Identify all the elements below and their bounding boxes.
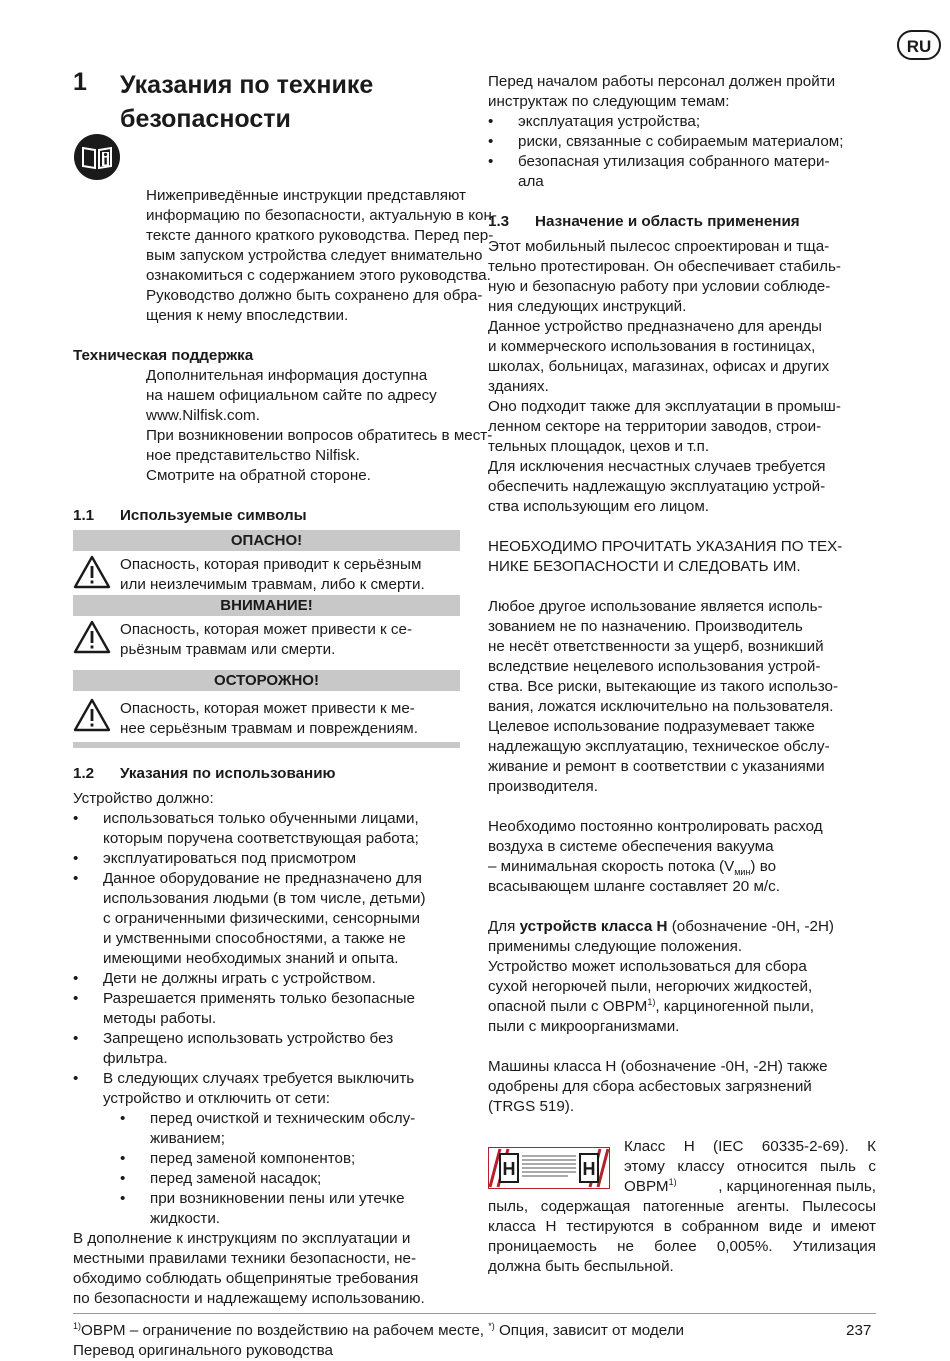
danger-text-line: или неизлечимым травмам, либо к смерти. [120,576,425,593]
support-line: на нашем официальном сайте по адресу [146,387,437,404]
classh-line2: этому классу относится пыль с [624,1158,876,1175]
asbestos-line: одобрены для сбора асбестовых загрязнений [488,1078,812,1095]
purpose-line: и коммерческого использования в гостиницах, [488,338,816,355]
asbestos-line: (TRGS 519). [488,1098,575,1115]
classh-devices-line6: пыли с микроорганизмами. [488,1018,680,1035]
bullet-marker: • [73,850,79,867]
support-line: При возникновении вопросов обратитесь в мест- [146,427,493,444]
s12-number: 1.2 [73,765,95,782]
misuse-line: производителя. [488,778,598,795]
s12-lead: Устройство должно: [73,790,214,807]
usage-item: с ограниченными физическими, сенсорными [103,910,420,927]
training-line: Перед началом работы персонал должен пройти [488,73,836,90]
s12-title: Указания по использованию [120,765,336,782]
bullet-marker: • [73,810,79,827]
usage-item: методы работы. [103,1010,217,1027]
airflow-line4: всасывающем шланге составляет 20 м/с. [488,878,780,895]
classh-devices-line1: Для устройств класса H (обозначение -0H, -2H) [488,918,834,935]
support-line: ное представительство Nilfisk. [146,447,360,464]
usage-tail-line: В дополнение к инструкциям по эксплуатации и [73,1230,411,1247]
usage-tail-line: по безопасности и надлежащему использованию. [73,1290,425,1307]
misuse-line: не несёт ответственности за ущерб, возникший [488,638,824,655]
purpose-line: тельных площадок, цехов и т.п. [488,438,710,455]
warning-label: ВНИМАНИЕ! [73,595,460,616]
usage-item: Запрещено использовать устройство без [103,1030,394,1047]
usage-item: использования людьми (в том числе, детьми) [103,890,426,907]
bullet-marker: • [73,1070,79,1087]
bullet-marker: • [73,1030,79,1047]
s11-title: Используемые символы [120,507,307,524]
bullet-marker: • [120,1110,126,1127]
svg-text:H: H [582,1159,596,1179]
bullet-marker: • [120,1170,126,1187]
classh-devices-line5: опасной пыли с ОВРМ$^{1)}$, карциногенной пыли, [488,996,814,1015]
danger-label: ОПАСНО! [73,530,460,551]
usage-item: и умственными способностями, а также не [103,930,406,947]
misuse-line: вследствие нецелевого использования устрой- [488,658,821,675]
bullet-marker: • [488,113,494,130]
purpose-line: Для исключения несчастных случаев требуется [488,458,826,475]
page-number: 237 [846,1322,872,1339]
usage-item: устройство и отключить от сети: [103,1090,330,1107]
support-heading: Техническая поддержка [73,347,254,364]
intro-line: щения к нему впоследствии. [146,307,349,324]
misuse-line: ства. Все риски, вытекающие из такого использо- [488,678,839,695]
classh-line5: класса H тестируются в собранном виде и имеют [488,1218,876,1235]
purpose-line: Данное устройство предназначено для аренды [488,318,822,335]
usage-tail-line: местными правилами техники безопасности, не- [73,1250,417,1267]
footer-divider [73,1313,876,1314]
purpose-line: ства использующим его лицом. [488,498,710,515]
translation-note: Перевод оригинального руководства [73,1342,333,1359]
caution-warning-icon [73,698,111,732]
purpose-line: Оно подходит также для эксплуатации в промыш- [488,398,841,415]
training-item: ала [518,173,544,190]
purpose-line: ния следующих инструкций. [488,298,687,315]
bullet-marker: • [73,990,79,1007]
intro-line: Руководство должно быть сохранено для обра- [146,287,483,304]
disconnect-item: перед очисткой и техническим обслу- [150,1110,416,1127]
purpose-line: тельно протестирован. Он обеспечивает стабиль- [488,258,841,275]
danger-warning-icon [73,555,111,589]
usage-item: Дети не должны играть с устройством. [103,970,376,987]
usage-item: фильтра. [103,1050,168,1067]
disconnect-item: при возникновении пены или утечке [150,1190,405,1207]
misuse-line: надлежащую эксплуатацию, техническое обслу- [488,738,830,755]
airflow-line2: воздуха в системе обеспечения вакуума [488,838,774,855]
usage-tail-line: обходимо соблюдать общепринятые требования [73,1270,419,1287]
training-item: безопасная утилизация собранного матери- [518,153,830,170]
intro-line: Нижеприведённые инструкции представляют [146,187,466,204]
warning-icon [73,620,111,654]
class-h-label-image [488,1147,610,1189]
classh-line6: проницаемость не более 0,005%. Утилизация [488,1238,876,1255]
classh-line1: Класс H (IEC 60335-2-69). К [624,1138,876,1155]
svg-text:H: H [502,1159,516,1179]
classh-devices-line4: сухой негорючей пыли, негорючих жидкостей, [488,978,813,995]
disconnect-item: живанием; [150,1130,225,1147]
bullet-marker: • [73,970,79,987]
classh-devices-line2: применимы следующие положения. [488,938,743,955]
intro-line: вым запуском устройства следует внимательно [146,247,483,264]
s11-number: 1.1 [73,507,95,524]
mandatory-line: НИКЕ БЕЗОПАСНОСТИ И СЛЕДОВАТЬ ИМ. [488,558,801,575]
usage-item: Разрешается применять только безопасные [103,990,415,1007]
read-manual-icon [73,133,121,181]
usage-item: В следующих случаях требуется выключить [103,1070,415,1087]
danger-text-line: Опасность, которая приводит к серьёзным [120,556,422,573]
bullet-marker: • [488,133,494,150]
misuse-line: живание и ремонт в соответствии с указаниями [488,758,825,775]
caution-text-line: Опасность, которая может привести к ме- [120,700,415,717]
hazard-end-divider [73,742,460,748]
footnote: $^{1)}$ОВРМ – ограничение по воздействию на рабочем месте, *) Опция, зависит от модели [73,1320,685,1339]
purpose-line: школах, больницах, магазинах, офисах и других [488,358,830,375]
bullet-marker: • [120,1150,126,1167]
section-title-line2: безопасности [120,105,291,133]
purpose-line: зданиях. [488,378,549,395]
warning-text-line: Опасность, которая может привести к се- [120,621,413,638]
section-number: 1 [73,68,87,96]
intro-line: информацию по безопасности, актуальную в кон- [146,207,497,224]
warning-text-line: рьёзным травмам или смерти. [120,641,336,658]
classh-line7: должна быть беспыльной. [488,1258,674,1275]
support-line: www.Nilfisk.com. [146,407,260,424]
airflow-line1: Необходимо постоянно контролировать расход [488,818,823,835]
bullet-marker: • [120,1190,126,1207]
disconnect-item: перед заменой насадок; [150,1170,322,1187]
asbestos-line: Машины класса H (обозначение -0H, -2H) также [488,1058,828,1075]
support-line: Смотрите на обратной стороне. [146,467,371,484]
language-badge: RU [897,30,941,60]
support-line: Дополнительная информация доступна [146,367,428,384]
purpose-line: обеспечить надлежащую эксплуатацию устрой- [488,478,826,495]
classh-line4: пыль, содержащая патогенные агенты. Пылесосы [488,1198,876,1215]
airflow-line3: – минимальная скорость потока $(V_{мин})$ во [488,858,777,878]
s13-number: 1.3 [488,213,510,230]
intro-line: ознакомиться с содержанием этого руководства. [146,267,491,284]
bullet-marker: • [488,153,494,170]
usage-item: использоваться только обученными лицами, [103,810,419,827]
misuse-line: Любое другое использование является исполь- [488,598,823,615]
usage-item: Данное оборудование не предназначено для [103,870,422,887]
disconnect-item: жидкости. [150,1210,221,1227]
mandatory-line: НЕОБХОДИМО ПРОЧИТАТЬ УКАЗАНИЯ ПО ТЕХ- [488,538,843,555]
caution-text-line: нее серьёзным травмам и повреждениям. [120,720,418,737]
bullet-marker: • [73,870,79,887]
misuse-line: Целевое использование подразумевает также [488,718,815,735]
purpose-line: ную и безопасную работу при условии соблюде- [488,278,831,295]
intro-line: тексте данного краткого руководства. Перед пер- [146,227,494,244]
purpose-line: Этот мобильный пылесос спроектирован и тща- [488,238,830,255]
misuse-line: вания, ложатся исключительно на пользователя. [488,698,834,715]
disconnect-item: перед заменой компонентов; [150,1150,356,1167]
caution-label: ОСТОРОЖНО! [73,670,460,691]
section-title-line1: Указания по технике [120,71,374,99]
s13-title: Назначение и область применения [535,213,800,230]
misuse-line: зованием не по назначению. Производитель [488,618,803,635]
usage-item: которым поручена соответствующая работа; [103,830,419,847]
training-item: риски, связанные с собираемым материалом; [518,133,844,150]
usage-item: эксплуатироваться под присмотром [103,850,357,867]
classh-line3: ОВРМ$^{1)}$ , карциногенная пыль, [624,1176,876,1195]
training-line: инструктаж по следующим темам: [488,93,730,110]
purpose-line: ленном секторе на территории заводов, строи- [488,418,822,435]
training-item: эксплуатация устройства; [518,113,701,130]
usage-item: имеющими необходимых знаний и опыта. [103,950,399,967]
classh-devices-line3: Устройство может использоваться для сбора [488,958,807,975]
